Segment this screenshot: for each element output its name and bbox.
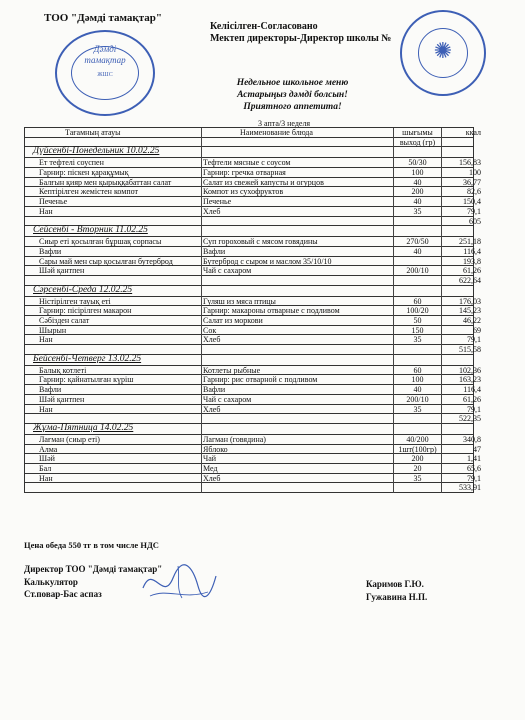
dish-yield: 50 [413,316,422,325]
day-row [25,355,473,366]
col-header-kcal: ккал [465,128,481,137]
dish-name-kz: Ет тефтелі соуспен [39,158,104,168]
dish-kcal: 100 [469,168,481,178]
approval-line-2: Мектеп директоры-Директор школы № [210,33,392,44]
dish-kcal: 150,4 [463,197,481,207]
dish-kcal: 193,8 [463,256,481,266]
emblem-icon: ✺ [433,39,453,64]
menu-table [24,127,481,493]
dish-kcal: 145,23 [459,306,481,316]
dish-name-ru: Хлеб [203,473,221,483]
dish-yield: 40 [413,385,422,395]
title-line-2: Астарыңыз дәмді болсын! [237,90,348,100]
dish-name-ru: Чай с сахаром [203,266,252,276]
handwritten-signature [138,558,218,606]
company-seal-stamp [55,30,155,116]
col-header-yield-ru: выход (гр) [399,137,436,147]
col-header-kz: Тағамның атауы [65,128,121,137]
dish-name-ru: Бутерброд с сыром и маслом 35/10/10 [203,256,332,266]
dish-name-ru: Вафли [203,246,226,256]
dish-yield: 40 [413,246,422,256]
dish-name-kz: Шырын [39,325,67,335]
dish-name-kz: Бал [39,463,52,473]
school-seal-stamp [400,10,486,96]
menu-item-row [25,473,481,484]
day-title: Жұма-Пятница 14.02.25 [33,422,134,433]
dish-name-kz: Сәбізден салат [39,316,90,325]
lunch-price-note: Цена обеда 550 тг в том числе НДС [24,540,159,550]
day-row [25,424,473,435]
dish-kcal: 102,36 [459,365,481,375]
seal-text-3: ЖШС [97,72,113,78]
menu-item-row [25,316,481,326]
dish-name-kz: Шәй [39,454,55,464]
dish-kcal: 61,26 [463,394,481,404]
dish-name-kz: Алма [39,444,58,454]
menu-item-row [25,404,481,415]
final-total-kcal: 533,91 [459,483,481,493]
dish-name-ru: Котлеты рыбные [203,365,261,375]
dish-kcal: 251,18 [459,237,481,247]
name-chef: Гужавина Н.П. [366,592,428,602]
dish-name-kz: Нан [39,404,53,414]
day-title: Сейсенбі - Вторник 11.02.25 [33,225,148,236]
menu-item-row [25,256,481,267]
dish-name-ru: Компот из сухофруктов [203,187,284,197]
dish-yield: 200 [411,187,424,197]
dish-name-kz: Гарнир: піскен қарақұмық [39,168,129,178]
dish-yield: 270/50 [406,237,429,247]
dish-kcal: 176,03 [459,296,481,306]
dish-name-kz: Балық котлеті [39,365,87,375]
menu-item-row [25,375,481,385]
dish-name-kz: Шәй қантпен [39,394,85,404]
dish-kcal: 82,6 [467,187,481,197]
dish-name-ru: Суп гороховый с мясом говядины [203,237,318,247]
signature-names [366,578,427,604]
dish-name-ru: Вафли [203,385,226,395]
dish-name-ru: Сок [203,325,217,335]
dish-name-ru: Печенье [203,197,232,207]
day-row [25,147,473,158]
dish-name-kz: Балғын қияр мен қырыққабаттан салат [39,177,172,187]
director-role: Директор ТОО "Дәмді тамақтар" [24,564,163,574]
dish-yield: 40 [413,197,422,207]
dish-name-kz: Сиыр еті қосылған бұршақ сорпасы [39,237,162,247]
dish-yield: 100 [411,375,424,385]
title-line-3: Приятного аппетита! [243,102,342,112]
final-total-row [25,483,481,493]
dish-yield: 60 [413,296,422,306]
menu-item-row [25,177,481,188]
dish-name-ru: Гарнир: рис отварной с подливом [203,375,318,385]
dish-kcal: 47 [473,444,481,454]
day-row [25,286,473,297]
dish-yield: 40/200 [406,434,429,444]
menu-item-row [25,246,481,257]
menu-item-row [25,197,481,207]
dish-kcal: 156,83 [459,158,481,168]
dish-name-kz: Кептірілген жемістен компот [39,187,139,197]
dish-name-ru: Гарнир: макароны отварные с подливом [203,306,340,316]
menu-item-row [25,454,481,464]
seal-text-1: Дәмді [93,44,117,54]
dish-yield: 50/30 [408,158,427,168]
menu-title [225,77,360,113]
dish-kcal: 116,4 [463,246,481,256]
dish-name-kz: Вафли [39,385,62,395]
day-total-kcal: 522,35 [459,414,481,424]
dish-name-kz: Вафли [39,246,62,256]
menu-item-row [25,365,481,376]
day-total-kcal: 622,64 [459,275,481,285]
title-line-1: Недельное школьное меню [236,78,349,88]
table-column-divider [393,128,394,493]
dish-kcal: 61,26 [463,266,481,276]
dish-name-ru: Чай с сахаром [203,394,252,404]
dish-name-kz: Нан [39,206,53,216]
dish-name-ru: Яблоко [203,444,228,454]
menu-item-row [25,158,481,168]
menu-item-row [25,325,481,336]
dish-kcal: 1,41 [467,454,481,464]
table-header [25,128,481,138]
menu-item-row [25,206,481,217]
dish-yield: 150 [411,325,424,335]
dish-name-ru: Хлеб [203,335,221,345]
menu-item-row [25,306,481,316]
day-total-kcal: 515,58 [459,345,481,355]
menu-item-row [25,266,481,276]
menu-item-row [25,168,481,178]
dish-kcal: 69 [473,325,481,335]
day-title: Бейсенбі-Четверг 13.02.25 [33,353,142,364]
dish-name-kz: Гарнир: қайнатылған күріш [39,375,134,385]
menu-item-row [25,394,481,405]
dish-yield: 200/10 [406,266,429,276]
col-header-ru: Наименование блюда [240,128,313,137]
dish-name-ru: Гарнир: гречка отварная [203,168,286,178]
dish-kcal: 163,23 [459,375,481,385]
dish-yield: 35 [413,206,422,216]
dish-yield: 20 [413,463,422,473]
dish-yield: 35 [413,473,422,483]
dish-name-ru: Салат из моркови [203,316,263,325]
day-title: Сәрсенбі-Среда 12.02.25 [33,284,133,295]
menu-item-row [25,335,481,345]
day-title: Дүйсенбі-Понедельник 10.02.25 [33,146,160,157]
approval-line-1: Келісілген-Согласовано [210,21,318,32]
col-header-yield-kz: шығымы [402,128,433,137]
dish-kcal: 36,77 [463,177,481,187]
calculator-role: Калькулятор [24,576,78,587]
dish-name-kz: Нан [39,473,53,483]
dish-yield: 40 [413,177,422,187]
dish-yield: 200 [411,454,424,464]
dish-name-ru: Салат из свежей капусты и огурцов [203,177,324,187]
dish-name-kz: Ністірілген тауық еті [39,296,111,306]
table-column-divider [201,128,202,493]
dish-yield: 100/20 [406,306,429,316]
dish-name-kz: Сары май мен сыр қосылған бутерброд [39,256,173,266]
dish-yield: 100 [411,168,424,178]
dish-kcal: 65,6 [467,463,481,473]
menu-item-row [25,385,481,395]
dish-kcal: 116,4 [463,385,481,395]
dish-name-ru: Тефтели мясные с соусом [203,158,291,168]
dish-name-kz: Нан [39,335,53,345]
approval-block [210,21,391,45]
dish-name-ru: Гуляш из мяса птицы [203,296,276,306]
dish-name-ru: Хлеб [203,206,221,216]
menu-item-row [25,463,481,474]
dish-kcal: 79,1 [467,404,481,414]
dish-kcal: 340,8 [463,434,481,444]
dish-kcal: 79,1 [467,335,481,345]
dish-name-ru: Хлеб [203,404,221,414]
organization-name: ТОО "Дәмді тамақтар" [44,12,163,24]
week-label: 3 апта/3 неделя [258,119,311,128]
dish-name-ru: Мед [203,463,218,473]
dish-yield: 60 [413,365,422,375]
day-row [25,226,473,237]
dish-name-kz: Лағман (сиыр еті) [39,434,100,444]
dish-yield: 35 [413,335,422,345]
dish-yield: 35 [413,404,422,414]
name-director: Каримов Г.Ю. [366,579,424,589]
dish-name-ru: Лагман (говядина) [203,434,266,444]
dish-yield: 200/10 [406,394,429,404]
dish-name-kz: Печенье [39,197,68,207]
seal-text-2: тамақтар [84,55,126,65]
table-column-divider [441,128,442,493]
menu-item-row [25,444,481,455]
menu-item-row [25,434,481,445]
dish-name-kz: Гарнир: пісірілген макарон [39,306,132,316]
dish-kcal: 46,22 [463,316,481,325]
dish-name-kz: Шәй қантпен [39,266,85,276]
chef-role: Ст.повар-Бас аспаз [24,589,102,599]
day-total-kcal: 605 [469,216,481,226]
dish-kcal: 79,1 [467,473,481,483]
dish-name-ru: Чай [203,454,217,464]
menu-item-row [25,296,481,307]
menu-item-row [25,237,481,247]
menu-item-row [25,187,481,197]
dish-kcal: 79,1 [467,206,481,216]
dish-yield: 1шт(100гр) [398,444,437,454]
